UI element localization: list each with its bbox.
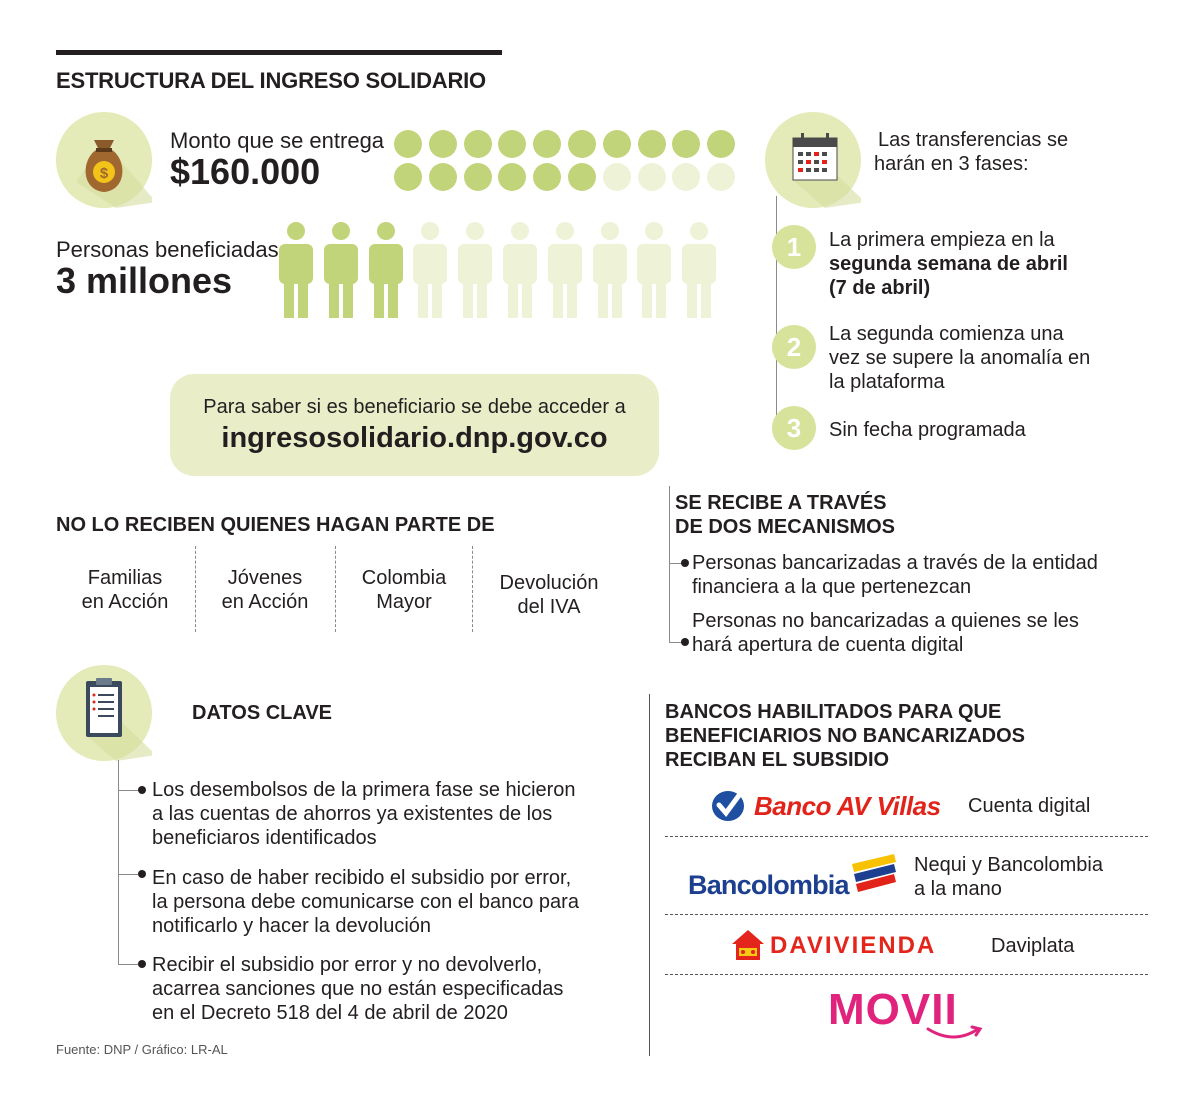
key-data-item-2-line2: la persona debe comunicarse con el banco para (152, 891, 579, 913)
bank-separator (665, 974, 1148, 975)
calendar-circle (765, 112, 861, 208)
phase-2-line2: vez se supere la anomalía en (829, 347, 1091, 369)
dot-filled (638, 130, 666, 158)
mechanism-2-line2: hará apertura de cuenta digital (692, 634, 964, 656)
phases-line (776, 196, 777, 428)
mechanisms-title (675, 491, 895, 539)
person-icon-filled (276, 220, 316, 320)
key-data-branch (118, 790, 138, 791)
davivienda-house-icon (730, 928, 766, 962)
dot-empty (638, 163, 666, 191)
key-data-branch (118, 874, 138, 875)
amount-dots (394, 130, 744, 194)
phase-1-line2: segunda semana de abril (829, 253, 1068, 275)
beneficiaries-value: 3 millones (56, 260, 233, 301)
key-data-bullet (138, 960, 146, 968)
dot-filled (533, 163, 561, 191)
banks-title-line1: BANCOS HABILITADOS PARA QUE (665, 701, 1002, 723)
amount-label: Monto que se entrega (170, 128, 385, 153)
excluded-item-1 (56, 566, 194, 614)
dot-empty (672, 163, 700, 191)
dot-filled (498, 130, 526, 158)
key-data-item-2 (152, 866, 579, 938)
excluded-item-2 (196, 566, 334, 614)
avvillas-wordmark: Banco AV Villas (754, 791, 941, 821)
svg-text:$: $ (99, 165, 109, 182)
excluded-item-3-line2: Mayor (376, 591, 432, 613)
clipboard-icon (56, 665, 152, 761)
person-icon-empty (679, 220, 719, 320)
person-icon-empty (500, 220, 540, 320)
excluded-item-2-line2: en Acción (221, 591, 309, 613)
excluded-item-3-line1: Colombia (361, 567, 447, 589)
banks-title-line3: RECIBAN EL SUBSIDIO (665, 749, 890, 771)
access-text: Para saber si es beneficiario se debe acceder a (203, 396, 626, 418)
money-circle (56, 112, 152, 208)
dot-empty (707, 163, 735, 191)
dot-filled (672, 130, 700, 158)
key-data-bullet (138, 870, 146, 878)
mechanism-bullet (681, 559, 689, 567)
davivienda-wordmark: DAVIVIENDA (770, 932, 937, 959)
excluded-title: NO LO RECIBEN QUIENES HAGAN PARTE DE (56, 514, 495, 536)
mechanism-1-line1: Personas bancarizadas a través de la entidad (692, 552, 1098, 574)
mechanisms-title-line2: DE DOS MECANISMOS (675, 516, 896, 538)
person-icon-filled (321, 220, 361, 320)
beneficiaries-figures (276, 220, 716, 320)
key-data-item-1-line2: a las cuentas de ahorros ya existentes de los (152, 803, 553, 825)
key-data-item-1 (152, 778, 576, 850)
bancolombia-product-line2: a la mano (914, 878, 1002, 900)
excluded-item-1-line1: Familias (87, 567, 163, 589)
banks-title-line2: BENEFICIARIOS NO BANCARIZADOS (665, 725, 1026, 747)
avvillas-product: Cuenta digital (968, 795, 1091, 817)
mechanism-2 (692, 609, 1079, 657)
clipboard-circle (56, 665, 152, 761)
phase-3-number: 3 (772, 406, 816, 450)
excluded-item-4 (474, 571, 624, 619)
davivienda-product: Daviplata (991, 935, 1075, 957)
key-data-bullet (138, 786, 146, 794)
banks-title (665, 700, 1025, 772)
person-icon-filled (366, 220, 406, 320)
key-data-item-1-line3: beneficiaros identificados (152, 827, 377, 849)
excluded-item-4-line1: Devolución (499, 572, 599, 594)
person-icon-empty (410, 220, 450, 320)
phase-2-number: 2 (772, 325, 816, 369)
calendar-icon (765, 112, 861, 208)
key-data-item-2-line1: En caso de haber recibido el subsidio por error, (152, 867, 572, 889)
mechanisms-title-line1: SE RECIBE A TRAVÉS (675, 492, 887, 514)
money-bag-icon (56, 112, 152, 208)
key-data-item-1-line1: Los desembolsos de la primera fase se hicieron (152, 779, 576, 801)
dot-filled (568, 130, 596, 158)
bancolombia-product (914, 853, 1103, 901)
phase-2-line1: La segunda comienza una (829, 323, 1064, 345)
bancolombia-logo (688, 852, 898, 902)
bancolombia-wordmark: Bancolombia (688, 870, 849, 900)
dot-filled (498, 163, 526, 191)
transfers-intro-2: harán en 3 fases: (874, 153, 1029, 175)
phase-1-line1: La primera empieza en la (829, 229, 1055, 251)
phase-2-line3: la plataforma (829, 371, 945, 393)
banks-divider (649, 694, 650, 1056)
access-box (170, 374, 659, 476)
access-url[interactable]: ingresosolidario.dnp.gov.co (221, 422, 608, 454)
movii-wordmark: MOVII (828, 985, 958, 1034)
key-data-item-3-line1: Recibir el subsidio por error y no devolverlo, (152, 954, 543, 976)
dot-filled (429, 163, 457, 191)
phase-1-number: 1 (772, 225, 816, 269)
excluded-item-1-line2: en Acción (81, 591, 169, 613)
mechanism-1 (692, 551, 1098, 599)
beneficiaries-label: Personas beneficiadas (56, 237, 279, 262)
movii-smile-icon (924, 1025, 984, 1043)
movii-logo (828, 985, 988, 1045)
dot-filled (394, 163, 422, 191)
dot-filled (464, 130, 492, 158)
mechanisms-line (669, 486, 670, 642)
phase-1-line3: (7 de abril) (829, 277, 931, 299)
person-icon-empty (634, 220, 674, 320)
key-data-title: DATOS CLAVE (192, 702, 333, 724)
title-bar (56, 50, 502, 55)
key-data-item-3-line3: en el Decreto 518 del 4 de abril de 2020 (152, 1002, 508, 1024)
excluded-item-4-line2: del IVA (517, 596, 581, 618)
amount-value: $160.000 (170, 151, 321, 192)
phase-3-line1: Sin fecha programada (829, 419, 1026, 441)
key-data-item-3 (152, 953, 563, 1025)
person-icon-empty (545, 220, 585, 320)
person-icon-empty (455, 220, 495, 320)
person-icon-empty (590, 220, 630, 320)
bank-separator (665, 914, 1148, 915)
key-data-item-3-line2: acarrea sanciones que no están especificadas (152, 978, 564, 1000)
avvillas-logo (710, 786, 960, 826)
dot-filled (707, 130, 735, 158)
mechanism-bullet (681, 638, 689, 646)
mechanism-1-line2: financiera a la que pertenezcan (692, 576, 972, 598)
excluded-item-3 (336, 566, 472, 614)
dot-empty (603, 163, 631, 191)
dot-filled (464, 163, 492, 191)
excluded-divider (472, 546, 473, 632)
excluded-item-2-line1: Jóvenes (227, 567, 303, 589)
key-data-item-2-line3: notificarlo y hacer la devolución (152, 915, 432, 937)
mechanism-2-line1: Personas no bancarizadas a quienes se les (692, 610, 1079, 632)
dot-filled (394, 130, 422, 158)
bancolombia-product-line1: Nequi y Bancolombia (914, 854, 1103, 876)
davivienda-logo (730, 928, 980, 964)
source-note: Fuente: DNP / Gráfico: LR-AL (56, 1042, 228, 1057)
dot-filled (568, 163, 596, 191)
dot-filled (429, 130, 457, 158)
transfers-intro-1: Las transferencias se (878, 129, 1069, 151)
bank-separator (665, 836, 1148, 837)
dot-filled (603, 130, 631, 158)
page-title: ESTRUCTURA DEL INGRESO SOLIDARIO (56, 68, 486, 93)
bancolombia-icon (850, 852, 898, 892)
key-data-branch (118, 964, 138, 965)
dot-filled (533, 130, 561, 158)
